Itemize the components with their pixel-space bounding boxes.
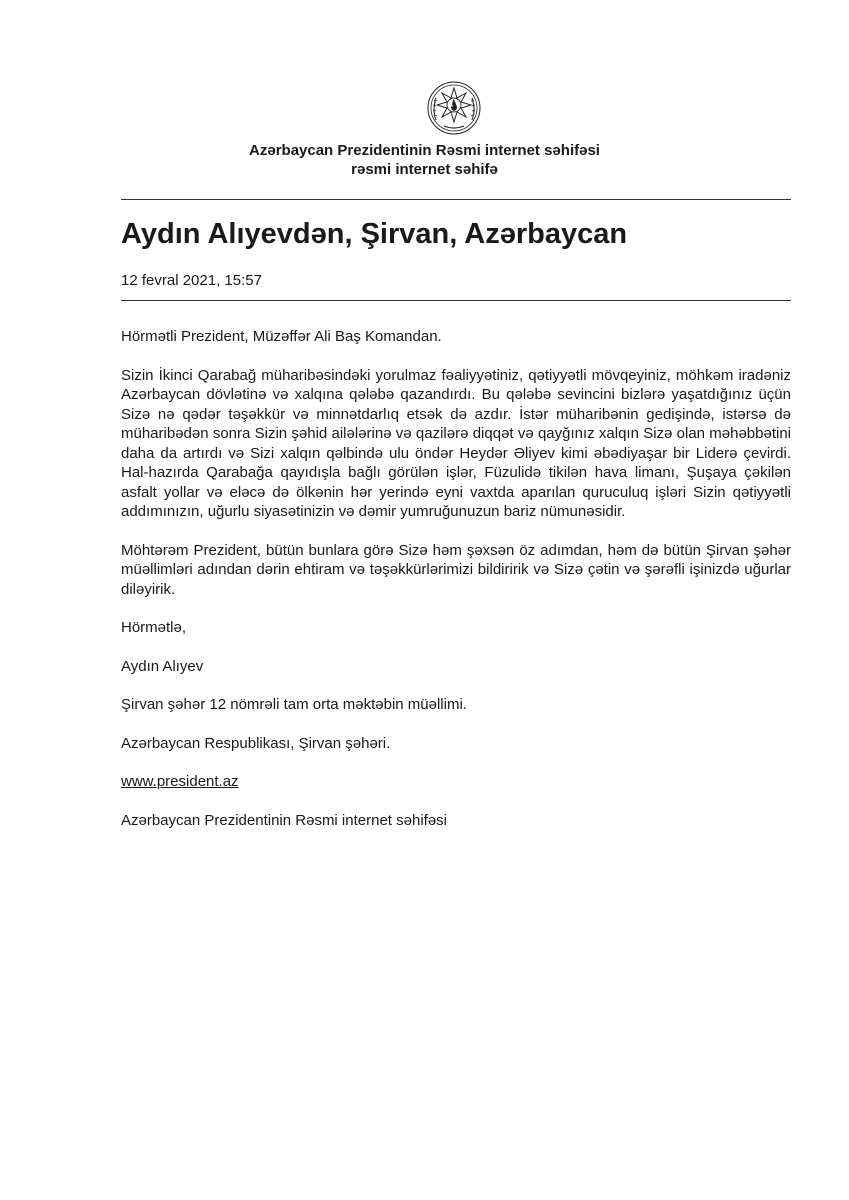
closing-salutation: Hörmətlə, [121, 619, 187, 636]
source-link[interactable]: www.president.az [121, 773, 239, 790]
signature-name: Aydın Alıyev [121, 657, 204, 675]
title-divider [121, 300, 791, 301]
signature-location: Azərbaycan Respublikası, Şirvan şəhəri. [121, 734, 391, 752]
signature-position: Şirvan şəhər 12 nömrəli tam orta məktəbin müəllimi. [121, 696, 467, 713]
footer-site-name: Azərbaycan Prezidentinin Rəsmi internet səhifəsi [121, 811, 447, 829]
article-date: 12 fevral 2021, 15:57 [121, 272, 262, 289]
azerbaijan-state-emblem-icon [426, 80, 482, 136]
body-paragraph: Möhtərəm Prezident, bütün bunlara görə Sizə həm şəxsən öz adımdan, həm də bütün Şirvan şəhər müəllimləri adından dərin ehtiram və təşəkkürlərimizi bildiririk və Sizə çətin və şərəfli işinizdə uğurlar diləyirik. [121, 541, 791, 598]
article-title: Aydın Alıyevdən, Şirvan, Azərbaycan [121, 218, 628, 250]
site-subtitle: rəsmi internet səhifə [351, 161, 498, 178]
body-paragraph: Sizin İkinci Qarabağ müharibəsindəki yorulmaz fəaliyyətiniz, qətiyyətli mövqeyiniz, möhkəm iradəniz Azərbaycan dövlətinə və xalqına qələbə qazandırdı. Bu qələbə sevincini bizlərə yaşatdığınız üçün Sizə nə qədər təşəkkür və minnətdarlıq etsək də azdır. İstər müharibənin gedişində, istərsə də müharibədən sonra Sizin şəhid ailələrinə və qazilərə diqqət və qayğınız xalqın Sizə olan məhəbbətini daha da artırdı və Sizi xalqın qəlbində ulu öndər Heydər Əliyev kimi əbədiyaşar bir Liderə çevirdi. Hal-hazırda Qarabağa qayıdışla bağlı görülən işlər, Füzulidə tikilən hava limanı, Şuşaya çəkilən asfalt yollar və eləcə də ölkənin hər yerində eyni vaxtda aparılan quruculuq işləri Sizin qətiyyətli addımınızın, uğurlu siyasətinizin və dəmir yumruğunuzun bariz nümunəsidir. [121, 366, 791, 520]
article-body [121, 327, 791, 849]
header-divider [121, 199, 791, 200]
site-title: Azərbaycan Prezidentinin Rəsmi internet səhifəsi [249, 142, 600, 159]
greeting-paragraph: Hörmətli Prezident, Müzəffər Ali Baş Komandan. [121, 328, 442, 345]
